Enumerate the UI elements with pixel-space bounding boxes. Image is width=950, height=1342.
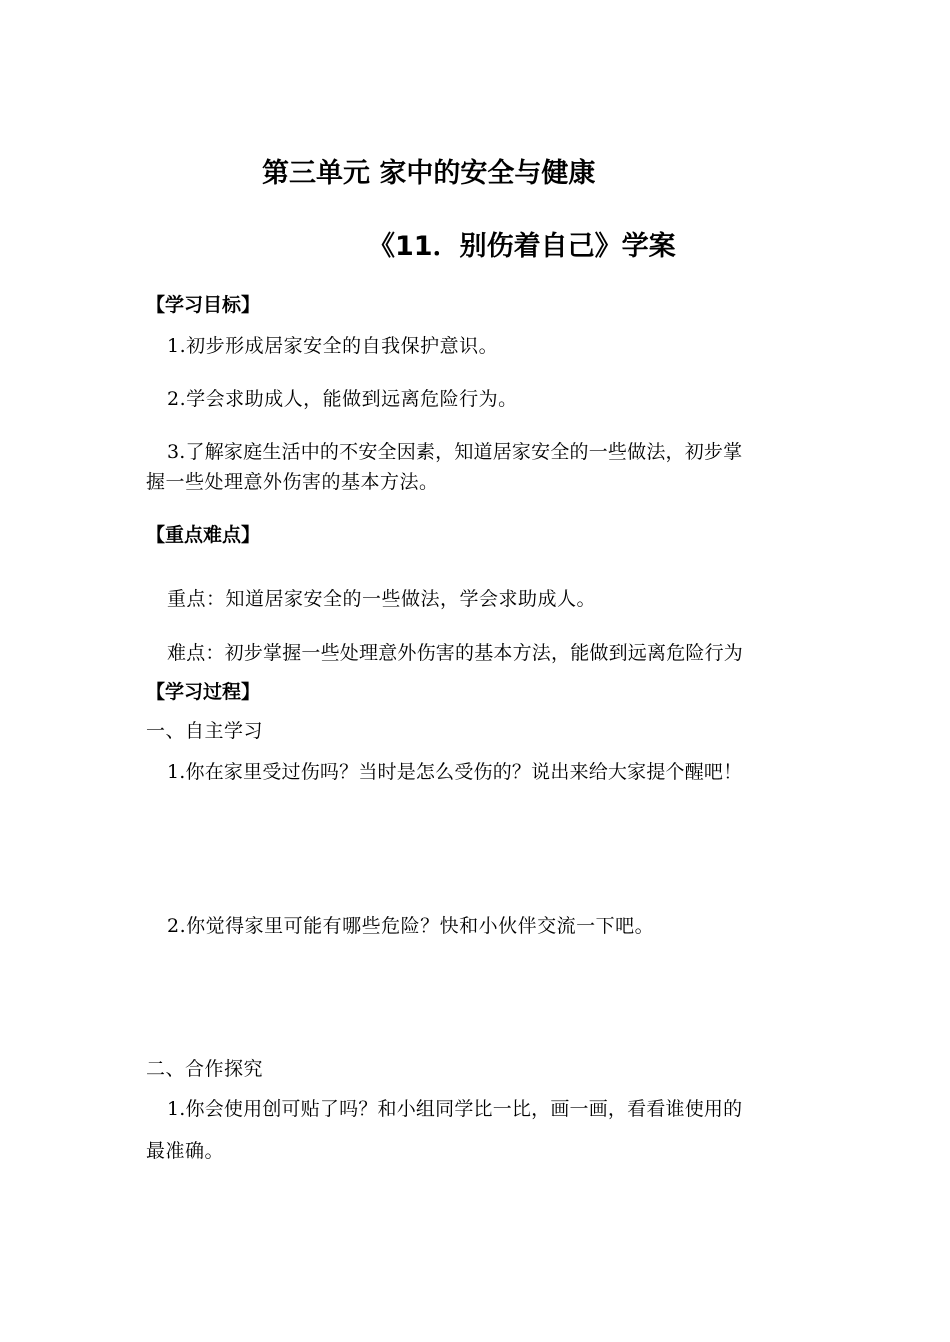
process-heading: 【学习过程】	[146, 681, 261, 703]
lesson-title: 《11．别伤着自己》学案	[368, 231, 676, 262]
goal-item-3-line-2: 握一些处理意外伤害的基本方法。	[146, 471, 439, 493]
key-point-focus: 重点：知道居家安全的一些做法，学会求助成人。	[167, 588, 597, 610]
self-study-question-2: 2.你觉得家里可能有哪些危险？快和小伙伴交流一下吧。	[167, 915, 655, 937]
section-cooperation-title: 二、合作探究	[146, 1058, 264, 1080]
goals-heading: 【学习目标】	[146, 294, 261, 316]
goal-item-2: 2.学会求助成人，能做到远离危险行为。	[167, 388, 518, 410]
unit-title: 第三单元 家中的安全与健康	[262, 158, 596, 189]
section-self-study-title: 一、自主学习	[146, 720, 264, 742]
cooperation-question-1-line-2: 最准确。	[146, 1140, 225, 1162]
self-study-question-1: 1.你在家里受过伤吗？当时是怎么受伤的？说出来给大家提个醒吧！	[167, 761, 743, 783]
key-point-difficulty: 难点：初步掌握一些处理意外伤害的基本方法，能做到远离危险行为	[167, 642, 744, 664]
goal-item-1: 1.初步形成居家安全的自我保护意识。	[167, 335, 499, 357]
goal-item-3-line-1: 3.了解家庭生活中的不安全因素，知道居家安全的一些做法，初步掌	[167, 441, 743, 463]
key-points-heading: 【重点难点】	[146, 524, 261, 546]
cooperation-question-1-line-1: 1.你会使用创可贴了吗？和小组同学比一比，画一画，看看谁使用的	[167, 1098, 743, 1120]
